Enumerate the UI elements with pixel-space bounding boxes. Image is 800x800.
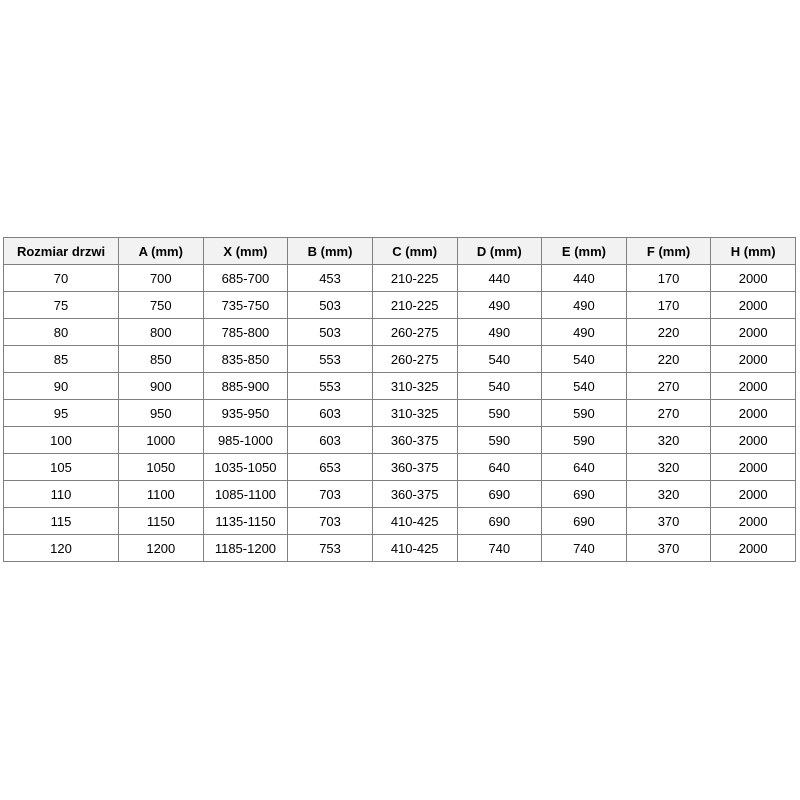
table-cell: 360-375 bbox=[372, 454, 457, 481]
table-cell: 410-425 bbox=[372, 508, 457, 535]
table-cell: 1100 bbox=[119, 481, 204, 508]
table-cell: 950 bbox=[119, 400, 204, 427]
table-cell: 90 bbox=[4, 373, 119, 400]
table-cell: 2000 bbox=[711, 346, 796, 373]
table-cell: 85 bbox=[4, 346, 119, 373]
table-cell: 170 bbox=[626, 292, 711, 319]
table-cell: 2000 bbox=[711, 265, 796, 292]
table-cell: 310-325 bbox=[372, 400, 457, 427]
table-cell: 80 bbox=[4, 319, 119, 346]
table-cell: 603 bbox=[288, 427, 373, 454]
table-cell: 310-325 bbox=[372, 373, 457, 400]
table-cell: 785-800 bbox=[203, 319, 288, 346]
table-cell: 553 bbox=[288, 346, 373, 373]
table-cell: 640 bbox=[457, 454, 542, 481]
table-cell: 985-1000 bbox=[203, 427, 288, 454]
table-cell: 700 bbox=[119, 265, 204, 292]
table-cell: 735-750 bbox=[203, 292, 288, 319]
table-cell: 1185-1200 bbox=[203, 535, 288, 562]
table-cell: 935-950 bbox=[203, 400, 288, 427]
table-cell: 740 bbox=[542, 535, 627, 562]
table-row bbox=[4, 535, 796, 562]
door-size-table bbox=[3, 237, 796, 562]
table-cell: 453 bbox=[288, 265, 373, 292]
table-cell: 653 bbox=[288, 454, 373, 481]
table-cell: 540 bbox=[542, 346, 627, 373]
table-cell: 370 bbox=[626, 508, 711, 535]
table-cell: 703 bbox=[288, 481, 373, 508]
table-cell: 95 bbox=[4, 400, 119, 427]
table-cell: 540 bbox=[542, 373, 627, 400]
table-cell: 2000 bbox=[711, 400, 796, 427]
table-cell: 835-850 bbox=[203, 346, 288, 373]
column-header: E (mm) bbox=[542, 238, 627, 265]
table-cell: 220 bbox=[626, 346, 711, 373]
table-cell: 1135-1150 bbox=[203, 508, 288, 535]
table-cell: 750 bbox=[119, 292, 204, 319]
table-cell: 320 bbox=[626, 454, 711, 481]
column-header: Rozmiar drzwi bbox=[4, 238, 119, 265]
table-cell: 753 bbox=[288, 535, 373, 562]
column-header: C (mm) bbox=[372, 238, 457, 265]
table-cell: 320 bbox=[626, 427, 711, 454]
table-row bbox=[4, 292, 796, 319]
table-cell: 1150 bbox=[119, 508, 204, 535]
table-body bbox=[4, 265, 796, 562]
table-cell: 800 bbox=[119, 319, 204, 346]
table-cell: 2000 bbox=[711, 373, 796, 400]
table-row bbox=[4, 508, 796, 535]
column-header: F (mm) bbox=[626, 238, 711, 265]
table-cell: 2000 bbox=[711, 292, 796, 319]
table-cell: 360-375 bbox=[372, 481, 457, 508]
table-cell: 170 bbox=[626, 265, 711, 292]
table-cell: 70 bbox=[4, 265, 119, 292]
table-cell: 75 bbox=[4, 292, 119, 319]
table-cell: 490 bbox=[542, 292, 627, 319]
column-header: A (mm) bbox=[119, 238, 204, 265]
table-cell: 740 bbox=[457, 535, 542, 562]
table-cell: 900 bbox=[119, 373, 204, 400]
table-cell: 490 bbox=[457, 319, 542, 346]
table-cell: 540 bbox=[457, 346, 542, 373]
table-cell: 2000 bbox=[711, 427, 796, 454]
table-cell: 1200 bbox=[119, 535, 204, 562]
table-cell: 590 bbox=[457, 427, 542, 454]
table-cell: 703 bbox=[288, 508, 373, 535]
table-cell: 320 bbox=[626, 481, 711, 508]
table-cell: 220 bbox=[626, 319, 711, 346]
table-head bbox=[4, 238, 796, 265]
table-cell: 1035-1050 bbox=[203, 454, 288, 481]
table-cell: 490 bbox=[542, 319, 627, 346]
table-cell: 210-225 bbox=[372, 292, 457, 319]
table-cell: 270 bbox=[626, 373, 711, 400]
table-cell: 410-425 bbox=[372, 535, 457, 562]
table-cell: 370 bbox=[626, 535, 711, 562]
table-row bbox=[4, 265, 796, 292]
table-cell: 2000 bbox=[711, 454, 796, 481]
column-header: D (mm) bbox=[457, 238, 542, 265]
table-cell: 360-375 bbox=[372, 427, 457, 454]
table-cell: 1050 bbox=[119, 454, 204, 481]
table-cell: 590 bbox=[457, 400, 542, 427]
table-cell: 440 bbox=[457, 265, 542, 292]
table-row bbox=[4, 373, 796, 400]
table-cell: 210-225 bbox=[372, 265, 457, 292]
table-cell: 503 bbox=[288, 292, 373, 319]
table-cell: 1000 bbox=[119, 427, 204, 454]
table-cell: 2000 bbox=[711, 319, 796, 346]
table-cell: 540 bbox=[457, 373, 542, 400]
table-cell: 100 bbox=[4, 427, 119, 454]
table-cell: 553 bbox=[288, 373, 373, 400]
column-header: H (mm) bbox=[711, 238, 796, 265]
table-row bbox=[4, 319, 796, 346]
table-cell: 885-900 bbox=[203, 373, 288, 400]
table-cell: 690 bbox=[542, 508, 627, 535]
table-cell: 2000 bbox=[711, 508, 796, 535]
table-cell: 440 bbox=[542, 265, 627, 292]
table-cell: 2000 bbox=[711, 481, 796, 508]
table-cell: 690 bbox=[542, 481, 627, 508]
table-row bbox=[4, 346, 796, 373]
table-cell: 115 bbox=[4, 508, 119, 535]
table-cell: 120 bbox=[4, 535, 119, 562]
table-cell: 850 bbox=[119, 346, 204, 373]
table-cell: 1085-1100 bbox=[203, 481, 288, 508]
table-cell: 105 bbox=[4, 454, 119, 481]
column-header: B (mm) bbox=[288, 238, 373, 265]
table-row bbox=[4, 400, 796, 427]
table-cell: 260-275 bbox=[372, 346, 457, 373]
column-header: X (mm) bbox=[203, 238, 288, 265]
table-cell: 603 bbox=[288, 400, 373, 427]
table-row bbox=[4, 427, 796, 454]
table-cell: 110 bbox=[4, 481, 119, 508]
table-cell: 690 bbox=[457, 481, 542, 508]
table-header-row bbox=[4, 238, 796, 265]
table-row bbox=[4, 481, 796, 508]
table-cell: 685-700 bbox=[203, 265, 288, 292]
table-cell: 260-275 bbox=[372, 319, 457, 346]
table-cell: 503 bbox=[288, 319, 373, 346]
table-cell: 590 bbox=[542, 400, 627, 427]
table-row bbox=[4, 454, 796, 481]
table-cell: 270 bbox=[626, 400, 711, 427]
table-cell: 690 bbox=[457, 508, 542, 535]
table-cell: 590 bbox=[542, 427, 627, 454]
table-cell: 2000 bbox=[711, 535, 796, 562]
table-cell: 640 bbox=[542, 454, 627, 481]
table-cell: 490 bbox=[457, 292, 542, 319]
